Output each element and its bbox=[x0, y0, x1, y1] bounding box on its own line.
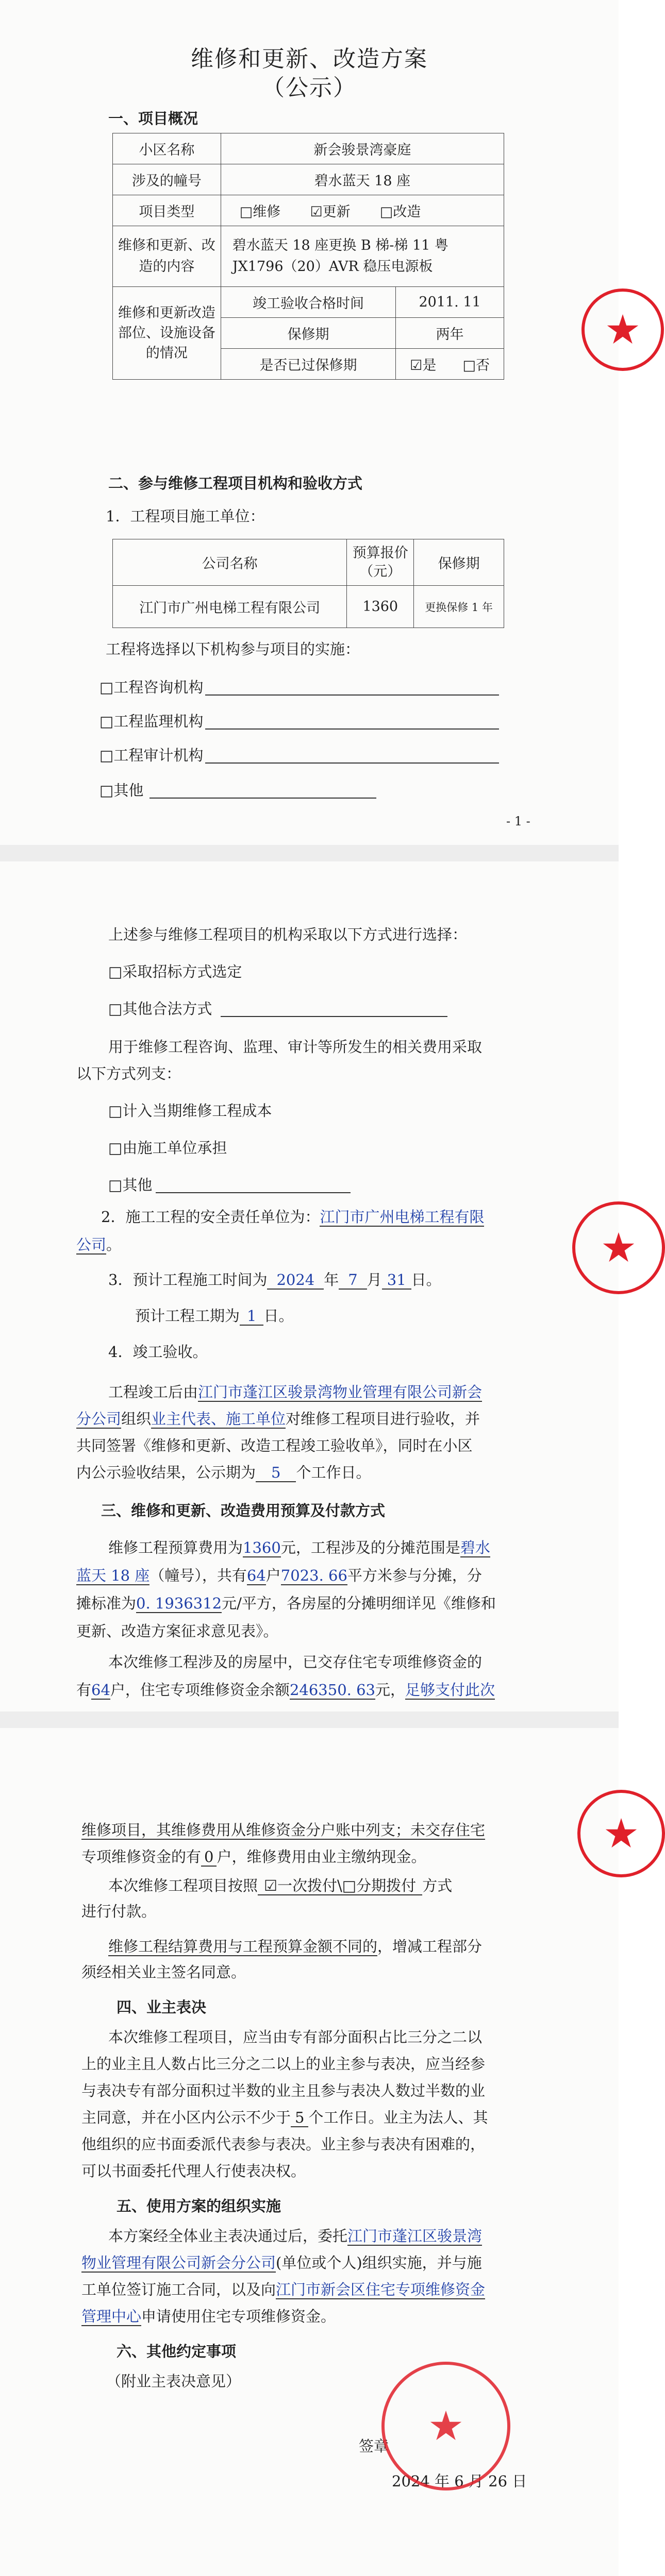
p3-impl-org: 江门市蓬江区骏景湾 bbox=[347, 2227, 483, 2245]
page-number-1: - 1 - bbox=[506, 814, 530, 828]
p2-safety-line-2 bbox=[76, 1233, 121, 1255]
p3-settlement-line-2: 须经相关业主签名同意。 bbox=[81, 1963, 246, 1981]
type-renovate-checkbox: □改造 bbox=[379, 204, 421, 220]
p3-vote-line-4 bbox=[81, 2106, 488, 2127]
p2-acceptance-parties: 业主代表、施工单位 bbox=[151, 1410, 286, 1428]
p2-budget-line-3 bbox=[76, 1592, 496, 1613]
p2-budget-line-1 bbox=[108, 1536, 490, 1557]
p3-impl-fund-center: 江门市新会区住宅专项维修资金 bbox=[276, 2281, 486, 2298]
p2-area-value: 7023. 66 bbox=[280, 1567, 347, 1584]
p2-rate-text: 元/平方，各房屋的分摊明细详见《维修和 bbox=[222, 1595, 496, 1612]
p3-impl-fund-center-tail: 管理中心 bbox=[81, 2308, 142, 2325]
doc-subtitle: （公示） bbox=[262, 75, 357, 101]
expired-no-checkbox: □否 bbox=[462, 358, 490, 374]
contractor-company: 江门市广州电梯工程有限公司 bbox=[113, 586, 347, 628]
p3-vote-line-5: 他组织的应书面委派代表参与表决。业主参与表决有困难的， bbox=[81, 2136, 486, 2153]
p2-scope-building: 蓝天 18 座 bbox=[76, 1567, 150, 1584]
page-gap bbox=[0, 1711, 619, 1728]
p2-duration-value: 1 bbox=[240, 1307, 263, 1326]
p2-fund-households: 64 bbox=[91, 1681, 110, 1699]
p3-payment-line bbox=[108, 1874, 452, 1895]
p3-line-2 bbox=[81, 1845, 426, 1867]
p2-budget-value: 1360 bbox=[243, 1539, 281, 1556]
p2-acceptance-heading: 4．竣工验收。 bbox=[108, 1343, 208, 1361]
p3-impl-line-1 bbox=[108, 2225, 482, 2246]
type-label: 项目类型 bbox=[113, 195, 221, 226]
p2-duration-line bbox=[135, 1304, 293, 1326]
section-2-heading: 二、参与维修工程项目机构和验收方式 bbox=[108, 474, 363, 492]
p2-safety-company: 江门市广州电梯工程有限 bbox=[320, 1208, 485, 1226]
p2-month-unit: 月 bbox=[367, 1271, 382, 1289]
p2-fund-unit: 元， bbox=[375, 1681, 405, 1699]
p2-line-4: 用于维修工程咨询、监理、审计等所发生的相关费用采取 bbox=[108, 1038, 483, 1056]
p2-schedule-month: 7 bbox=[339, 1271, 367, 1290]
p3-vote-publicity-days: 5 bbox=[291, 2109, 308, 2127]
p3-vote-publicity-text: 个工作日。业主为法人、其 bbox=[308, 2109, 488, 2126]
content-value: 碧水蓝天 18 座更换 B 梯-梯 11 粤 JX1796（20）AVR 稳压电源板 bbox=[221, 226, 504, 287]
p2-duration-unit: 日。 bbox=[263, 1307, 294, 1325]
type-options bbox=[221, 195, 504, 226]
page-gap bbox=[0, 845, 619, 861]
company-seal-1: ★ bbox=[581, 289, 664, 371]
building-label: 涉及的幢号 bbox=[113, 164, 221, 195]
org-other-line bbox=[149, 798, 376, 799]
p2-budget-line-2 bbox=[76, 1564, 482, 1585]
p3-unpaid-count: 0 bbox=[201, 1848, 217, 1867]
p3-vote-publicity-label: 主同意，并在小区内公示不少于 bbox=[81, 2109, 291, 2126]
p2-budget-label: 维修工程预算费用为 bbox=[108, 1539, 243, 1556]
page-3 bbox=[0, 1728, 638, 2576]
p2-safety-line bbox=[101, 1206, 484, 1227]
p2-cost-option-2: □由施工单位承担 bbox=[108, 1139, 227, 1157]
company-seal-2: ★ bbox=[572, 1201, 665, 1294]
p2-area-text: 平方米参与分摊，分 bbox=[347, 1567, 482, 1584]
page-2 bbox=[0, 861, 635, 1711]
p2-schedule-day: 31 bbox=[382, 1271, 411, 1290]
org-consult-line bbox=[205, 694, 499, 696]
p3-payment-method: ☑一次拨付\□分期拨付 bbox=[258, 1877, 422, 1895]
p3-line-1 bbox=[81, 1819, 485, 1840]
p3-impl-line-2 bbox=[81, 2251, 482, 2273]
p2-year-unit: 年 bbox=[324, 1271, 339, 1289]
p2-line-5: 以下方式列支： bbox=[76, 1065, 181, 1082]
p3-payment-suffix: 方式 bbox=[422, 1877, 453, 1894]
p2-other-line bbox=[221, 1016, 447, 1017]
warranty-label: 保修期 bbox=[221, 318, 395, 349]
p2-budget-line-4: 更新、改造方案征求意见表》。 bbox=[76, 1622, 278, 1640]
org-note: 工程将选择以下机构参与项目的实施： bbox=[106, 640, 360, 658]
p3-settlement-condition: 维修工程结算费用与工程预算金额不同的 bbox=[108, 1938, 378, 1955]
building-value: 碧水蓝天 18 座 bbox=[221, 164, 504, 195]
type-repair-checkbox: □维修 bbox=[239, 204, 281, 220]
p3-settlement-text: ，增减工程部分 bbox=[377, 1938, 483, 1955]
p2-day-unit: 日。 bbox=[411, 1271, 441, 1289]
doc-title: 维修和更新、改造方案 bbox=[191, 46, 428, 72]
p2-acceptance-org: 江门市蓬江区骏景湾物业管理有限公司新会 bbox=[198, 1383, 483, 1401]
p3-unpaid-text: 户，维修费用由业主缴纳现金。 bbox=[217, 1848, 426, 1866]
p2-acceptance-line-4 bbox=[76, 1461, 371, 1482]
p2-period: 。 bbox=[106, 1236, 122, 1253]
p2-acceptance-line-3: 共同签署《维修和更新、改造工程竣工验收单》，同时在小区 bbox=[76, 1437, 473, 1454]
p2-households-value: 64 bbox=[246, 1567, 266, 1584]
page-1 bbox=[0, 0, 639, 845]
p2-acceptance-line-1 bbox=[108, 1381, 482, 1402]
p2-duration-label: 预计工程工期为 bbox=[135, 1307, 240, 1325]
p3-vote-line-3: 与表决专有部分面积过半数的业主且参与表决人数过半数的业 bbox=[81, 2082, 486, 2099]
p2-fund-prefix: 有 bbox=[76, 1681, 92, 1699]
p2-publicity-days: 5 bbox=[256, 1464, 296, 1482]
p3-impl-apply-text: 申请使用住宅专项维修资金。 bbox=[141, 2308, 336, 2325]
p2-tender-option: □采取招标方式选定 bbox=[108, 963, 242, 980]
section-5-heading: 五、使用方案的组织实施 bbox=[117, 2197, 281, 2215]
type-update-checkbox: ☑更新 bbox=[310, 204, 351, 220]
p3-attachment-note: （附业主表决意见） bbox=[106, 2372, 241, 2390]
p2-fund-line-2 bbox=[76, 1679, 495, 1700]
p2-fund-line-1: 本次维修工程涉及的房屋中，已交存住宅专项维修资金的 bbox=[108, 1653, 483, 1671]
p3-signature-date: 2024 年 6 月 26 日 bbox=[392, 2472, 527, 2490]
p3-unpaid-label: 专项维修资金的有 bbox=[81, 1848, 202, 1866]
p2-schedule-year: 2024 bbox=[267, 1271, 324, 1290]
p3-payment-line-2: 进行付款。 bbox=[81, 1903, 157, 1920]
accept-label: 竣工验收合格时间 bbox=[221, 287, 395, 318]
project-overview-table bbox=[112, 133, 504, 380]
p2-acceptance-org-verb: 组织 bbox=[121, 1410, 152, 1428]
p2-fund-balance: 246350. 63 bbox=[289, 1681, 375, 1699]
p2-scope-value: 碧水 bbox=[460, 1539, 490, 1556]
p2-other-option: □其他合法方式 bbox=[108, 1000, 212, 1018]
section-1-heading: 一、项目概况 bbox=[108, 110, 198, 127]
contractor-header-warranty: 保修期 bbox=[414, 539, 504, 586]
company-seal-3: ★ bbox=[381, 2362, 510, 2490]
p2-cost-other-line bbox=[156, 1192, 351, 1193]
warranty-value: 两年 bbox=[396, 318, 504, 349]
p2-publicity-unit: 个工作日。 bbox=[296, 1464, 371, 1481]
section-3-heading: 三、维修和更新、改造费用预算及付款方式 bbox=[101, 1502, 386, 1519]
p2-scope-label: 元，工程涉及的分摊范围是 bbox=[280, 1539, 460, 1556]
section-6-heading: 六、其他约定事项 bbox=[117, 2343, 237, 2360]
p2-publicity-label: 内公示验收结果，公示期为 bbox=[76, 1464, 256, 1481]
contractor-heading: 1．工程项目施工单位： bbox=[106, 507, 265, 525]
contractor-budget: 1360 bbox=[347, 586, 414, 628]
p2-rate-value: 0. 1936312 bbox=[136, 1595, 222, 1612]
expired-options bbox=[396, 349, 504, 380]
p2-line-1: 上述参与维修工程项目的机构采取以下方式进行选择： bbox=[108, 926, 468, 943]
dept-label: 维修和更新改造部位、设施设备的情况 bbox=[113, 287, 221, 380]
p3-payment-label: 本次维修工程项目按照 bbox=[108, 1877, 258, 1894]
content-label: 维修和更新、改造的内容 bbox=[113, 226, 221, 287]
p3-settlement-line bbox=[108, 1935, 482, 1956]
org-audit: □工程审计机构 bbox=[99, 747, 204, 764]
p2-acceptance-prefix: 工程竣工后由 bbox=[108, 1383, 198, 1401]
company-seal-4: ★ bbox=[577, 1790, 665, 1877]
org-audit-line bbox=[205, 762, 499, 764]
contractor-header-company: 公司名称 bbox=[113, 539, 347, 586]
p2-schedule-line bbox=[108, 1268, 441, 1290]
section-4-heading: 四、业主表决 bbox=[117, 1998, 207, 2016]
p3-vote-line-2: 上的业主且人数占比三分之二以上的业主参与表决，应当经参 bbox=[81, 2055, 486, 2073]
p2-households-label: （幢号），共有 bbox=[149, 1567, 247, 1584]
contractor-warranty: 更换保修 1 年 bbox=[414, 586, 504, 628]
p2-acceptance-line-2 bbox=[76, 1408, 480, 1429]
p2-cost-option-1: □计入当期维修工程成本 bbox=[108, 1102, 272, 1120]
org-consult: □工程咨询机构 bbox=[99, 679, 204, 696]
contractor-table bbox=[112, 539, 504, 628]
p2-acceptance-text: 对维修工程项目进行验收，并 bbox=[286, 1410, 480, 1428]
p2-rate-label: 摊标准为 bbox=[76, 1595, 137, 1612]
p2-safety-company-tail: 公司 bbox=[76, 1236, 107, 1253]
p2-cost-option-3: □其他 bbox=[108, 1176, 153, 1194]
p3-impl-line-4 bbox=[81, 2305, 336, 2326]
accept-value: 2011. 11 bbox=[396, 287, 504, 318]
p2-fund-balance-label: 户，住宅专项维修资金余额 bbox=[110, 1681, 290, 1699]
org-supervise-line bbox=[205, 728, 499, 730]
p2-schedule-label: 3．预计工程施工时间为 bbox=[108, 1271, 268, 1289]
p3-vote-line-6: 可以书面委托代理人行使表决权。 bbox=[81, 2162, 306, 2180]
p2-acceptance-org-tail: 分公司 bbox=[76, 1410, 122, 1428]
p3-impl-text: (单位或个人)组织实施，并与施 bbox=[276, 2254, 482, 2272]
contractor-header-budget: 预算报价（元） bbox=[347, 539, 414, 586]
expired-yes-checkbox: ☑是 bbox=[410, 358, 437, 374]
community-value: 新会骏景湾豪庭 bbox=[221, 133, 504, 164]
p3-impl-org-tail: 物业管理有限公司新会分公司 bbox=[81, 2254, 276, 2272]
p3-impl-prefix: 本方案经全体业主表决通过后，委托 bbox=[108, 2227, 348, 2245]
p3-impl-contract: 工单位签订施工合同，以及向 bbox=[81, 2281, 276, 2298]
p3-impl-line-3 bbox=[81, 2278, 485, 2299]
community-label: 小区名称 bbox=[113, 133, 221, 164]
expired-label: 是否已过保修期 bbox=[221, 349, 395, 380]
p3-signature-label: 签章 bbox=[359, 2437, 389, 2455]
p2-fund-sufficient: 足够支付此次 bbox=[405, 1681, 495, 1699]
p3-project-word: 维修项目 bbox=[81, 1821, 142, 1839]
p2-safety-label: 2．施工工程的安全责任单位为： bbox=[101, 1208, 320, 1226]
org-other: □其他 bbox=[99, 782, 144, 799]
p2-households-unit: 户 bbox=[265, 1567, 281, 1584]
p3-cost-source: ，其维修费用从维修资金分户账中列支；未交存住宅 bbox=[141, 1821, 486, 1839]
org-supervise: □工程监理机构 bbox=[99, 713, 204, 730]
p3-vote-line-1: 本次维修工程项目，应当由专有部分面积占比三分之二以 bbox=[108, 2028, 483, 2046]
